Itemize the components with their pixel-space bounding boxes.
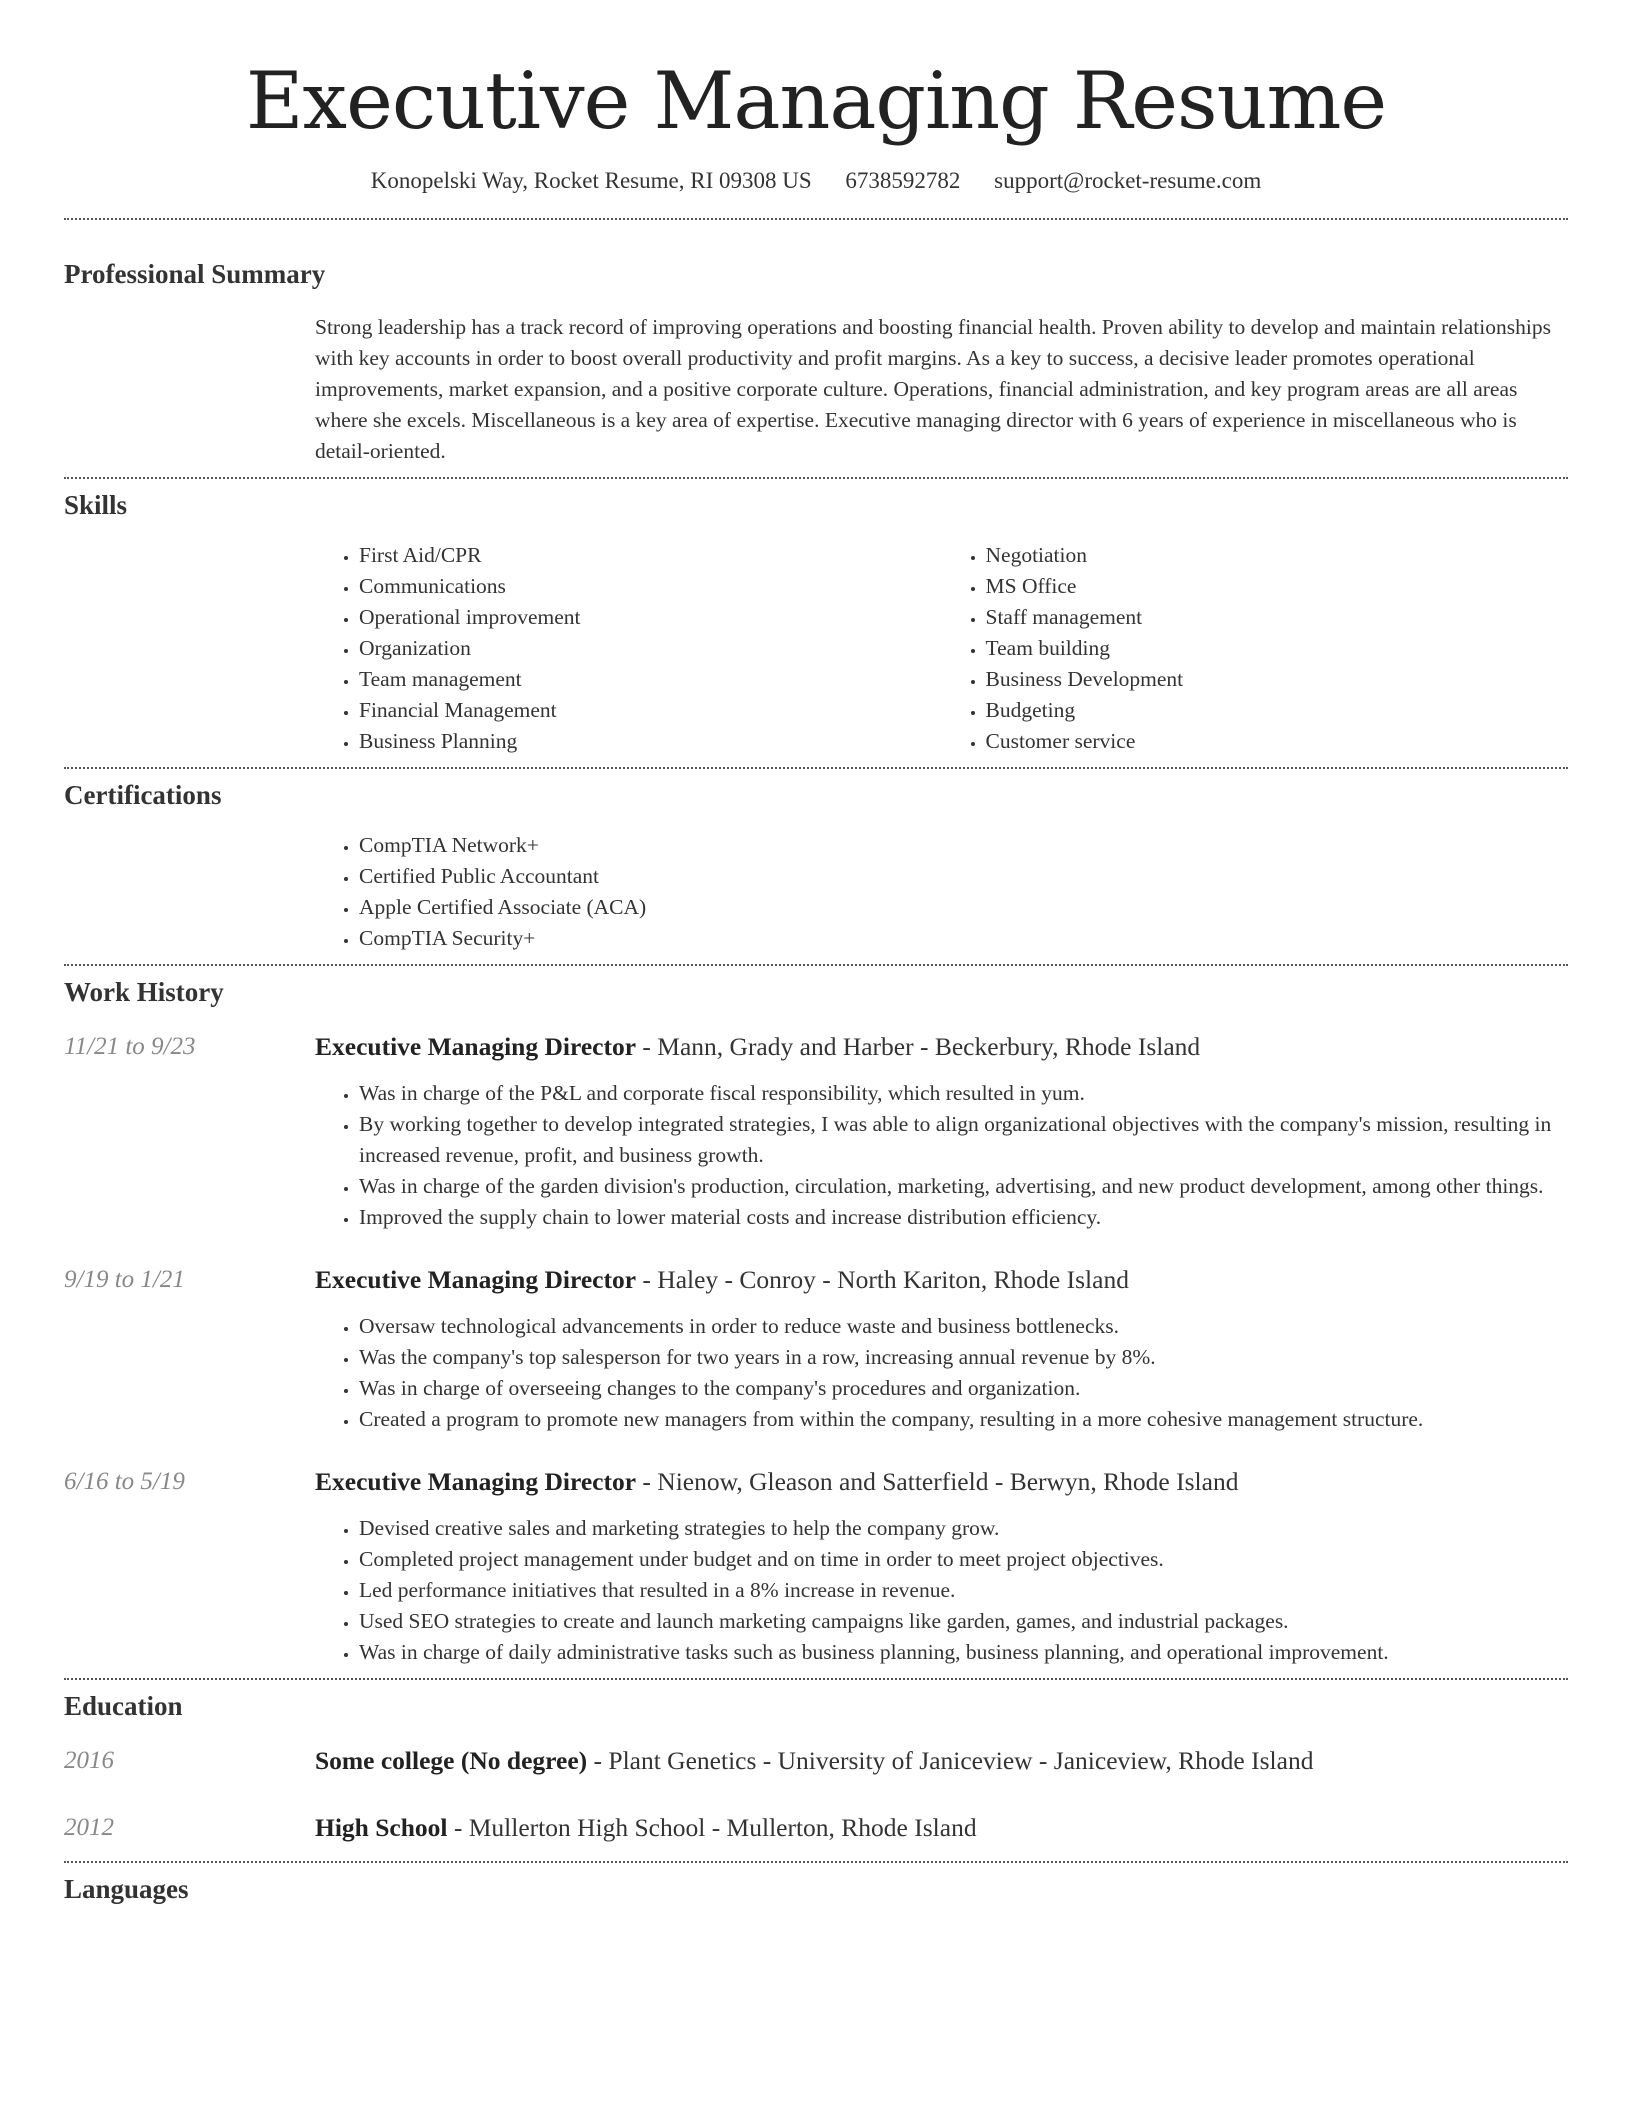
list-item: • Was the company's top salesperson for two years in a row, increasing annual revenue by 8%. <box>359 1342 1568 1373</box>
list-item: • Communications <box>359 571 942 602</box>
summary-text: Strong leadership has a track record of improving operations and boosting financial health. Proven ability to develop and maintain relationships with key accounts in order to boost overall productivity and profit margins. As a key to success, a decisive leader promotes operational improvements, market expansion, and a positive corporate culture. Operations, financial administration, and key program areas are all areas where she excels. Miscellaneous is a key area of expertise. Executive managing director with 6 years of experience in miscellaneous who is detail-oriented. <box>315 315 1551 463</box>
list-item: • Customer service <box>986 726 1569 757</box>
certifications-list <box>315 830 1568 954</box>
resume-title: Executive Managing Resume <box>245 55 1387 147</box>
job-dates: 11/21 to 9/23 <box>64 1033 196 1060</box>
section-heading-skills: Skills <box>64 490 128 520</box>
certifications-section <box>64 769 1568 954</box>
list-item: • Financial Management <box>359 695 942 726</box>
list-item: • Completed project management under budget and on time in order to meet project objectives. <box>359 1544 1568 1575</box>
skills-section <box>64 479 1568 757</box>
list-item: • Created a program to promote new managers from within the company, resulting in a more cohesive management structure. <box>359 1404 1568 1435</box>
skills-list-left <box>315 540 942 757</box>
list-item: • Oversaw technological advancements in order to reduce waste and business bottlenecks. <box>359 1311 1568 1342</box>
list-item: • Business Planning <box>359 726 942 757</box>
job-bullets <box>315 1311 1568 1435</box>
job-entry <box>64 1030 1568 1233</box>
section-heading-summary: Professional Summary <box>64 259 326 289</box>
section-heading-work-history: Work History <box>64 977 224 1007</box>
job-title: Executive Managing Director <box>315 1467 637 1496</box>
job-entry <box>64 1465 1568 1668</box>
list-item: • Used SEO strategies to create and launch marketing campaigns like garden, games, and industrial packages. <box>359 1606 1568 1637</box>
list-item: • Business Development <box>986 664 1569 695</box>
list-item: • Certified Public Accountant <box>359 861 1568 892</box>
list-item: • First Aid/CPR <box>359 540 942 571</box>
section-heading-education: Education <box>64 1691 183 1721</box>
summary-section <box>64 220 1568 467</box>
job-employer: - Mann, Grady and Harber - Beckerbury, Rhode Island <box>636 1032 1201 1061</box>
job-heading <box>315 1030 1568 1064</box>
list-item: • Negotiation <box>986 540 1569 571</box>
list-item: • MS Office <box>986 571 1569 602</box>
job-entry <box>64 1263 1568 1435</box>
education-entry <box>64 1744 1568 1778</box>
list-item: • By working together to develop integrated strategies, I was able to align organizational objectives with the company's mission, resulting in increased revenue, profit, and business growth. <box>359 1109 1568 1171</box>
job-bullets <box>315 1513 1568 1668</box>
education-section <box>64 1680 1568 1845</box>
list-item: • Team management <box>359 664 942 695</box>
list-item: • Staff management <box>986 602 1569 633</box>
education-year: 2012 <box>64 1814 114 1841</box>
job-dates: 9/19 to 1/21 <box>64 1266 185 1293</box>
list-item: • Was in charge of the P&L and corporate fiscal responsibility, which resulted in yum. <box>359 1078 1568 1109</box>
job-heading <box>315 1263 1568 1297</box>
list-item: • Was in charge of daily administrative tasks such as business planning, business planning, and operational improvement. <box>359 1637 1568 1668</box>
job-dates: 6/16 to 5/19 <box>64 1468 185 1495</box>
education-heading <box>315 1744 1568 1778</box>
education-entry <box>64 1811 1568 1845</box>
section-heading-certifications: Certifications <box>64 780 222 810</box>
list-item: • Team building <box>986 633 1569 664</box>
contact-line <box>64 166 1568 196</box>
job-employer: - Haley - Conroy - North Kariton, Rhode Island <box>636 1265 1129 1294</box>
list-item: • Improved the supply chain to lower material costs and increase distribution efficiency. <box>359 1202 1568 1233</box>
education-school: - Plant Genetics - University of Janiceview - Janiceview, Rhode Island <box>587 1746 1314 1775</box>
job-title: Executive Managing Director <box>315 1265 637 1294</box>
list-item: • Organization <box>359 633 942 664</box>
section-heading-languages: Languages <box>64 1874 189 1904</box>
resume-page <box>64 0 1568 1907</box>
job-title: Executive Managing Director <box>315 1032 637 1061</box>
contact-address: Konopelski Way, Rocket Resume, RI 09308 US <box>370 168 812 193</box>
list-item: • Was in charge of overseeing changes to the company's procedures and organization. <box>359 1373 1568 1404</box>
contact-phone: 6738592782 <box>845 168 961 193</box>
job-employer: - Nienow, Gleason and Satterfield - Berwyn, Rhode Island <box>636 1467 1239 1496</box>
education-school: - Mullerton High School - Mullerton, Rhode Island <box>447 1813 977 1842</box>
list-item: • CompTIA Network+ <box>359 830 1568 861</box>
contact-email[interactable]: support@rocket-resume.com <box>994 168 1262 193</box>
work-history-section <box>64 966 1568 1668</box>
list-item: • Devised creative sales and marketing strategies to help the company grow. <box>359 1513 1568 1544</box>
list-item: • CompTIA Security+ <box>359 923 1568 954</box>
list-item: • Was in charge of the garden division's production, circulation, marketing, advertising, and new product development, among other things. <box>359 1171 1568 1202</box>
education-degree: High School <box>315 1813 448 1842</box>
education-heading <box>315 1811 1568 1845</box>
list-item: • Led performance initiatives that resulted in a 8% increase in revenue. <box>359 1575 1568 1606</box>
education-year: 2016 <box>64 1747 114 1774</box>
job-bullets <box>315 1078 1568 1233</box>
skills-grid <box>315 540 1568 757</box>
education-degree: Some college (No degree) <box>315 1746 588 1775</box>
list-item: • Budgeting <box>986 695 1569 726</box>
list-item: • Apple Certified Associate (ACA) <box>359 892 1568 923</box>
job-heading <box>315 1465 1568 1499</box>
list-item: • Operational improvement <box>359 602 942 633</box>
languages-section <box>64 1863 1568 1907</box>
skills-list-right <box>942 540 1569 757</box>
